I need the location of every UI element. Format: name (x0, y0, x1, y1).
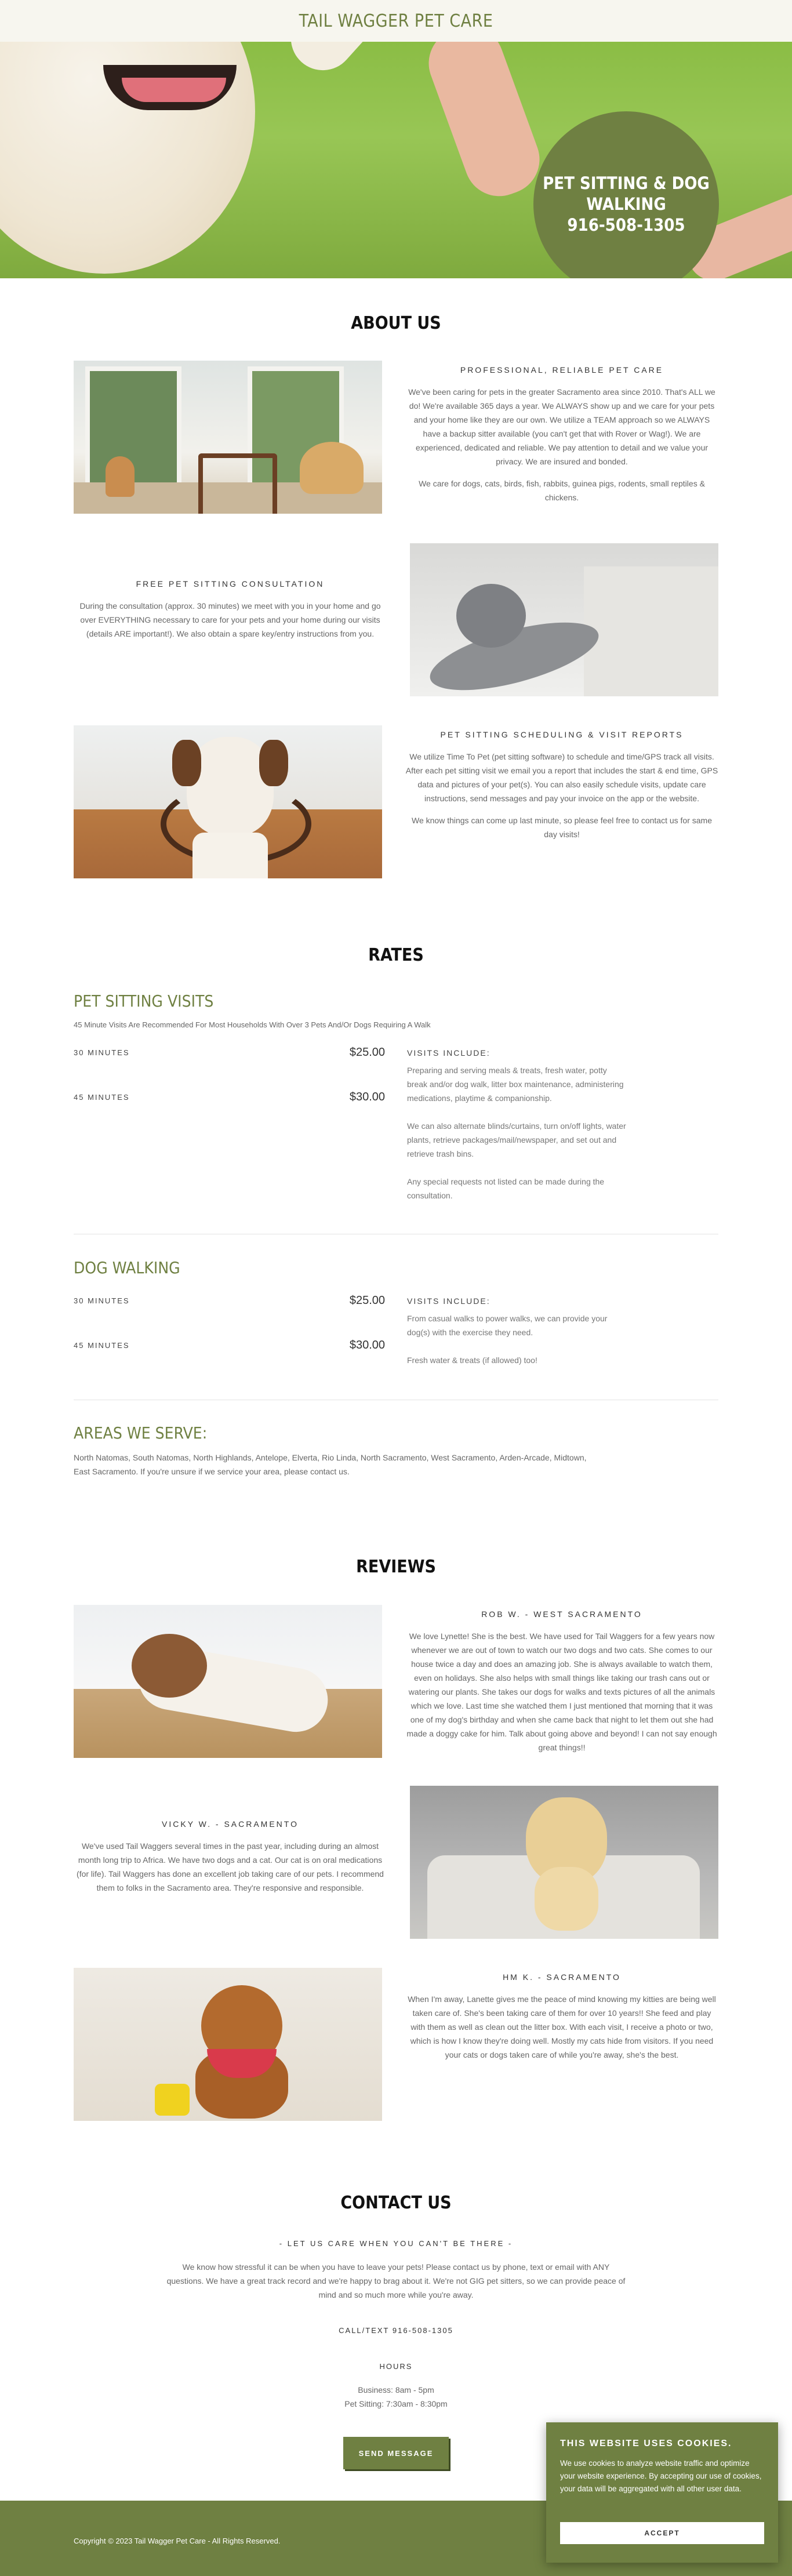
hero-dog-tongue (122, 78, 226, 102)
reviews-section-title: REVIEWS (356, 1557, 436, 1577)
cat-dog-window-image (74, 361, 382, 514)
hero-line-2: WALKING (586, 194, 666, 214)
dog-walking-includes-p2: Fresh water & treats (if allowed) too! (407, 1356, 537, 1365)
about-row-2 (74, 543, 718, 696)
review-1-body: We love Lynette! She is the best. We have used for Tail Waggers for a few years now whenever we are out of town to watch our two dogs and two cats. She comes to our house twice a day and does an amazing job. She is always available to watch them, even on holidays. She also helps with small things like taking our trash cans out or watering our plants. She takes our dogs for walks and texts pictures of all the animals which we love. Last time she watched them I just mentioned that morning that it was one of my dog's birthday and when she came back that night to let them out she had made a doggy cake for him. Talk about going above and beyond! I can not say enough great things!! (406, 1632, 717, 1752)
contact-section-title: CONTACT US (340, 2193, 452, 2213)
review-row-2 (74, 1786, 718, 1939)
about-block-2-text (74, 575, 387, 649)
cookie-text: We use cookies to analyze website traffic and optimize your website experience. By accepting our use of cookies, your data will be aggregated with all other user data. (560, 2459, 762, 2493)
dog-walking-30-price: $25.00 (349, 1294, 385, 1307)
dog-walking-45-price: $30.00 (349, 1339, 385, 1351)
review-3-body: When I'm away, Lanette gives me the peace of mind knowing my kitties are being well taken care of. She's been taking care of them for over 10 years!! She feed and play with them as well as clean out the litter box. With each visit, I receive a photo or two, which is how I know they're doing well. Mostly my cats hide from visitors. If you need your cats or dogs taken care of while you're away, she's the best. (408, 1994, 716, 2059)
hero-dog-paw (278, 42, 441, 83)
contact-text: We know how stressful it can be when you have to leave your pets! Please contact us by phone, text or email with ANY questions. We have a great track record and we're happy to brag about it. We're not GIG pet sitters, so we can provide peace of mind and so much more while you're away. (166, 2262, 626, 2299)
about-block-3-text (405, 725, 718, 849)
pet-sitting-note: 45 Minute Visits Are Recommended For Most Households With Over 3 Pets And/Or Dogs Requiring A Walk (74, 1020, 431, 1029)
pet-sitting-includes-title: VISITS INCLUDE: (407, 1048, 491, 1058)
about-block-3-heading: PET SITTING SCHEDULING & VISIT REPORTS (440, 730, 684, 739)
cookie-title: THIS WEBSITE USES COOKIES. (560, 2439, 732, 2448)
about-block-1-p1: We've been caring for pets in the greater Sacramento area since 2010. That's ALL we do! We're available 365 days a year. We ALWAYS show up and we care for your pets and your home like they are our own. We utilize a TEAM approach so we ALWAYS have a backup sitter available (you can't get that with Rover or Wag!). We are experienced, dedicated and reliable. We pay attention to detail and we value your privacy. We are insured and bonded. (408, 387, 715, 466)
pet-sitting-45-price: $30.00 (349, 1091, 385, 1103)
dog-walking-includes-title: VISITS INCLUDE: (407, 1296, 491, 1306)
review-2-text (74, 1815, 387, 1903)
areas-text: North Natomas, South Natomas, North Highlands, Antelope, Elverta, Rio Linda, North Sacramento, West Sacramento, Arden-Arcade, Midtown, East Sacramento. If you're unsure if we service your area, please contact us. (74, 1453, 587, 1476)
dog-leash-image (74, 725, 382, 878)
areas-heading: AREAS WE SERVE: (74, 1423, 208, 1443)
about-block-2-p1: During the consultation (approx. 30 minutes) we meet with you in your home and go over EVERYTHING necessary to care for your pets and your home during our visits (details ARE important!). We also obtain a spare key/entry instructions from you. (79, 601, 381, 638)
contact-tagline: - LET US CARE WHEN YOU CAN'T BE THERE - (279, 2239, 513, 2248)
dog-walking-heading: DOG WALKING (74, 1258, 180, 1277)
hero-service-badge (533, 111, 719, 278)
about-section-title: ABOUT US (351, 313, 441, 333)
dog-walking-includes-p1: From casual walks to power walks, we can provide your dog(s) with the exercise they need. (407, 1314, 608, 1337)
dog-walking-45-label: 45 MINUTES (74, 1341, 130, 1350)
footer-copyright: Copyright © 2023 Tail Wagger Pet Care - All Rights Reserved. (74, 2537, 281, 2545)
rates-section-title: RATES (368, 945, 424, 965)
hero-banner (0, 42, 792, 278)
contact-call-text[interactable]: CALL/TEXT 916-508-1305 (339, 2326, 453, 2335)
cookie-banner (546, 2422, 778, 2563)
kitten-image (410, 543, 718, 696)
hours-title: HOURS (379, 2362, 413, 2371)
review-3-text (405, 1968, 718, 2070)
hours-business: Business: 8am - 5pm (358, 2385, 434, 2395)
cat-bandana-image (74, 1968, 382, 2121)
about-block-1-heading: PROFESSIONAL, RELIABLE PET CARE (460, 365, 664, 375)
pet-sitting-includes-p1: Preparing and serving meals & treats, fresh water, potty break and/or dog walk, litter box maintenance, administering medications, playtime & companionship. (407, 1066, 624, 1103)
dog-lying-image (74, 1605, 382, 1758)
hero-phone[interactable]: 916-508-1305 (567, 215, 685, 235)
hero-human-hand (419, 42, 550, 206)
cookie-accept-button[interactable]: ACCEPT (560, 2522, 764, 2544)
dog-walking-30-label: 30 MINUTES (74, 1296, 130, 1305)
pet-sitting-30-price: $25.00 (349, 1046, 385, 1059)
about-block-3-p1: We utilize Time To Pet (pet sitting software) to schedule and time/GPS track all visits. After each pet sitting visit we email you a report that includes the start & end time, GPS data and pictures of your pet(s). You can also easily schedule visits, update care instructions, send messages and pay your invoice on the app or the website. (405, 752, 718, 803)
review-row-1 (74, 1605, 718, 1758)
hero-line-1: PET SITTING & DOG (543, 173, 710, 193)
about-block-1-text (405, 361, 718, 513)
review-2-body: We've used Tail Waggers several times in the past year, including during an almost month long trip to Africa. We have two dogs and a cat. Our cat is on oral medications (for life). Tail Waggers has done an excellent job taking care of our pets. I recommend them to folks in the Sacramento area. They're responsive and responsible. (77, 1841, 384, 1892)
review-3-author: HM K. - SACRAMENTO (503, 1972, 621, 1982)
pet-sitting-includes-p2: We can also alternate blinds/curtains, turn on/off lights, water plants, retrieve packages/mail/newspaper, and set out and retrieve trash bins. (407, 1121, 626, 1158)
about-block-3-p2: We know things can come up last minute, so please feel free to contact us for same day visits! (411, 816, 712, 839)
send-message-button[interactable]: SEND MESSAGE (343, 2437, 449, 2469)
pet-sitting-45-label: 45 MINUTES (74, 1093, 130, 1102)
review-row-3 (74, 1968, 718, 2121)
about-row-1 (74, 361, 718, 514)
about-block-2-heading: FREE PET SITTING CONSULTATION (136, 579, 325, 588)
dog-couch-image (410, 1786, 718, 1939)
review-1-author: ROB W. - WEST SACRAMENTO (481, 1609, 642, 1619)
about-block-1-p2: We care for dogs, cats, birds, fish, rabbits, guinea pigs, rodents, small reptiles & chickens. (419, 479, 705, 502)
review-1-text (405, 1605, 718, 1763)
hours-pet-sitting: Pet Sitting: 7:30am - 8:30pm (344, 2399, 448, 2408)
pet-sitting-heading: PET SITTING VISITS (74, 991, 214, 1011)
pet-sitting-30-label: 30 MINUTES (74, 1048, 130, 1057)
site-title[interactable]: TAIL WAGGER PET CARE (299, 10, 493, 31)
review-2-author: VICKY W. - SACRAMENTO (162, 1819, 299, 1829)
about-row-3 (74, 725, 718, 878)
pet-sitting-includes-p3: Any special requests not listed can be made during the consultation. (407, 1177, 605, 1200)
site-header (0, 0, 792, 42)
